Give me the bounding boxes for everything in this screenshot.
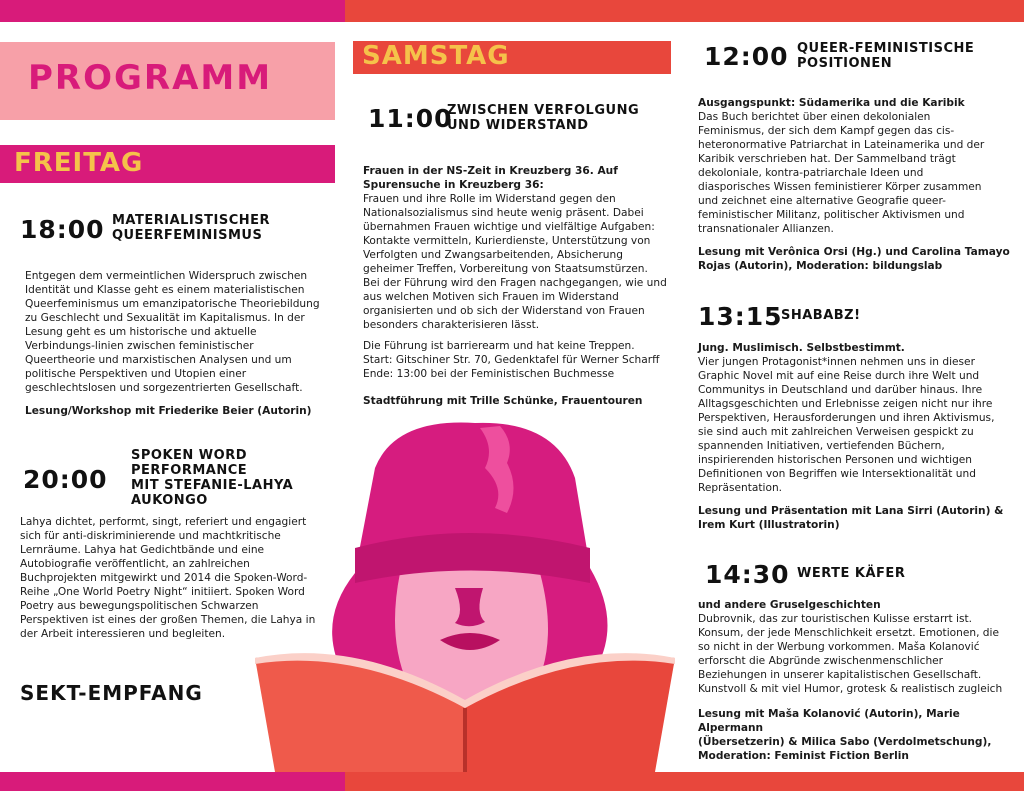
event-title-line: WERTE KÄFER (797, 566, 906, 581)
text-line: Queerfeminismus um emanzipatorische Theoriebildung (25, 298, 320, 310)
event-title (797, 41, 974, 71)
text-line: organisierten und ob sich der Widerstand von Frauen (363, 305, 645, 317)
event-description (363, 164, 667, 332)
text-line: Lesung mit Verônica Orsi (Hg.) und Carolina Tamayo (698, 246, 1010, 258)
event-credit: Lesung/Workshop mit Friederike Beier (Autorin) (25, 405, 312, 417)
text-line: Kontakte vermitteln, Kurierdienste, Unterstützung von (363, 235, 651, 247)
text-line: Perspektiven, Herausforderungen und ihren Aktivismus, (698, 412, 995, 424)
event-time: 14:30 (705, 560, 790, 589)
text-line: Start: Gitschiner Str. 70, Gedenktafel für Werner Scharff (363, 354, 660, 366)
text-line: Verbindungs-linien zwischen feministischer (25, 340, 254, 352)
text-line: Karibik verschrieben hat. Der Sammelband trägt (698, 153, 956, 165)
event-time: 11:00 (368, 104, 453, 133)
text-line: Kunstvoll & mit viel Humor, grotesk & realistisch zugleich (698, 683, 1003, 695)
event-description (25, 269, 320, 395)
event-credit (698, 504, 1003, 532)
text-line: Lesung geht es um historische und aktuelle (25, 326, 257, 338)
text-line: Beziehungen in unserer kapitalistischen Gesellschaft. (698, 669, 982, 681)
text-line: Lesung mit Maša Kolanović (Autorin), Marie Alpermann (698, 708, 960, 734)
text-line: sie sind auch mit zahlreichen Verweisen gespickt zu (698, 426, 974, 438)
text-line: der Arbeit interessieren und begleiten. (20, 628, 226, 640)
text-line: Definitionen von Begriffen wie Intersektionalität und (698, 468, 976, 480)
text-line: Communitys in Deutschland und darüber hinaus. Ihre (698, 384, 983, 396)
text-line: Spurensuche in Kreuzberg 36: (363, 179, 544, 191)
woman-reading-illustration (245, 408, 685, 772)
text-line: Irem Kurt (Illustratorin) (698, 519, 840, 531)
sekt-empfang-label: SEKT-EMPFANG (20, 681, 203, 705)
text-line: Poetry aus bewegungspolitischen Schwarzen (20, 600, 259, 612)
text-line: Die Führung ist barrierearm und hat keine Treppen. (363, 340, 635, 352)
event-info (363, 339, 659, 381)
text-line: diasporisches Wissen feministierer Körper zusammen (698, 181, 982, 193)
event-credit: Stadtführung mit Trille Schünke, Frauentouren (363, 395, 643, 407)
event-credit (698, 245, 1010, 273)
text-line: sich für anti-diskriminierende und machtkritische (20, 530, 281, 542)
event-title-line: POSITIONEN (797, 56, 893, 71)
bottom-bar-magenta (0, 772, 345, 791)
text-line: aus welchen Motiven sich Frauen im Widerstand (363, 291, 619, 303)
text-line: Bei der Führung wird den Fragen nachgegangen, wie und (363, 277, 667, 289)
event-description (698, 96, 984, 236)
text-line: Nationalsozialismus sind heute wenig präsent. Dabei (363, 207, 644, 219)
event-title (447, 103, 639, 133)
text-line: besonders charakterisieren lässt. (363, 319, 540, 331)
text-line: Graphic Novel mit auf eine Reise durch ihre Welt und (698, 370, 980, 382)
text-line: geschlechtslosen und sorgezentrierten Gesellschaft. (25, 382, 303, 394)
text-line: Frauen und ihre Rolle im Widerstand gegen den (363, 193, 616, 205)
event-title (797, 566, 905, 581)
event-time: 13:15 (698, 302, 783, 331)
event-title-line: ZWISCHEN VERFOLGUNG (447, 103, 640, 118)
text-line: Konsum, der jede Menschlichkeit ersetzt. Emotionen, die (698, 627, 999, 639)
event-title-line: SHABABZ! (781, 308, 861, 323)
text-line: Lernräume. Lahya hat Gedichtbände und eine (20, 544, 265, 556)
text-line: politische Perspektiven und Utopien einer (25, 368, 247, 380)
event-title (112, 213, 270, 243)
text-line: und zeichnet eine alternative Geografie queer- (698, 195, 946, 207)
text-line: Ausgangspunkt: Südamerika und die Karibik (698, 97, 965, 109)
text-line: Lahya dichtet, performt, singt, referiert und engagiert (20, 516, 307, 528)
top-bar-coral (345, 0, 1024, 22)
text-line: Feminismus, der sich dem Kampf gegen das cis- (698, 125, 955, 137)
text-line: dekoloniale, kontra-patriarchale Ideen und (698, 167, 924, 179)
event-title-line: QUEERFEMINISMUS (112, 228, 263, 243)
text-line: Frauen in der NS-Zeit in Kreuzberg 36. Auf (363, 165, 618, 177)
book-spine (463, 708, 467, 772)
event-time: 12:00 (704, 42, 789, 71)
text-line: Ende: 13:00 bei der Feministischen Buchmesse (363, 368, 615, 380)
text-line: zu Geschlecht und Sexualität im Kapitalismus. In der (25, 312, 305, 324)
text-line: inspirierenden historischen Personen und wichtigen (698, 454, 973, 466)
event-credit (698, 707, 1024, 763)
text-line: Jung. Muslimisch. Selbstbestimmt. (698, 342, 905, 354)
text-line: übernahmen Frauen wichtige und vielfältige Aufgaben: (363, 221, 655, 233)
text-line: spannenden Initiativen, vertiefenden Büchern, (698, 440, 945, 452)
event-time: 20:00 (23, 465, 108, 494)
text-line: heteronormative Patriarchat in Lateinamerika und der (698, 139, 985, 151)
text-line: Dubrovnik, das zur touristischen Kulisse erstarrt ist. (698, 613, 973, 625)
event-title-line: AUKONGO (131, 493, 208, 508)
event-description (698, 598, 1002, 696)
text-line: Rojas (Autorin), Moderation: bildungslab (698, 260, 943, 272)
text-line: erforscht die Abgründe zwischenmenschlicher (698, 655, 944, 667)
event-title-line: UND WIDERSTAND (447, 118, 589, 133)
programm-title: PROGRAMM (28, 58, 273, 98)
event-title-line: MATERIALISTISCHER (112, 213, 271, 228)
event-title-line: MIT STEFANIE-LAHYA (131, 478, 294, 493)
text-line: Perspektiven ist eines der großen Themen, die Lahya in (20, 614, 316, 626)
text-line: Reihe „One World Poetry Night“ initiiert. Spoken Word (20, 586, 305, 598)
event-time: 18:00 (20, 215, 105, 244)
event-title-line: SPOKEN WORD (131, 448, 247, 463)
text-line: Alltagsgeschichten und Erlebnisse zeigen nicht nur ihre (698, 398, 993, 410)
text-line: Identität und Klasse geht es einem materialistischen (25, 284, 305, 296)
event-title-line: PERFORMANCE (131, 463, 248, 478)
text-line: feministischer Militanz, politischer Aktivismen und (698, 209, 965, 221)
event-title-line: QUEER-FEMINISTISCHE (797, 41, 975, 56)
text-line: transnationaler Allianzen. (698, 223, 834, 235)
text-line: (Übersetzerin) & Milica Sabo (Verdolmetschung), (698, 736, 992, 748)
text-line: Das Buch berichtet über einen dekolonialen (698, 111, 931, 123)
text-line: Queertheorie und marxistischen Analysen und um (25, 354, 292, 366)
text-line: Lesung und Präsentation mit Lana Sirri (Autorin) & (698, 505, 1004, 517)
text-line: Verfolgten und Zwangsarbeitenden, Absicherung (363, 249, 623, 261)
event-title (781, 308, 861, 323)
top-bar-magenta (0, 0, 345, 22)
text-line: so nicht in der Werbung vorkommen. Maša Kolanović (698, 641, 980, 653)
text-line: geheimer Treffen, Vorbereitung von Staatsumstürzen. (363, 263, 648, 275)
text-line: Entgegen dem vermeintlichen Widerspruch zwischen (25, 270, 308, 282)
text-line: Moderation: Feminist Fiction Berlin (698, 750, 909, 762)
text-line: Vier jungen Protagonist*innen nehmen uns in dieser (698, 356, 975, 368)
text-line: Autobiografie veröffentlicht, an zahlreichen (20, 558, 250, 570)
bottom-bar-coral (345, 772, 1024, 791)
event-description (698, 341, 994, 495)
text-line: Buchprojekten mitgewirkt und 2014 die Spoken-Word- (20, 572, 308, 584)
samstag-title: SAMSTAG (362, 41, 510, 71)
text-line: Repräsentation. (698, 482, 783, 494)
freitag-title: FREITAG (14, 148, 144, 178)
text-line: und andere Gruselgeschichten (698, 599, 881, 611)
